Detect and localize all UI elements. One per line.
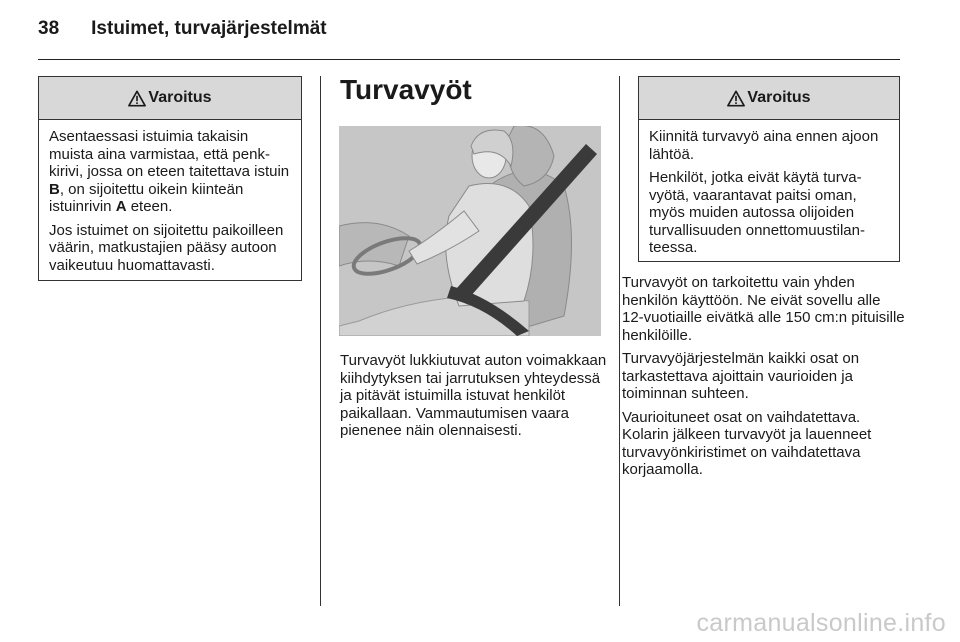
seatbelt-illustration	[339, 126, 601, 336]
right-paragraph-1: Turvavyöt on tarkoitettu vain yhden henkilön käyttöön. Ne eivät sovellu alle 12-vuotiaille eivätkä alle 150 cm:n pituisille henkilöille.	[622, 274, 905, 344]
warning-paragraph-2: Jos istuimet on sijoitettu paikoilleen väärin, matkustajien pääsy autoon vaikeutuu huomattavasti.	[49, 221, 284, 274]
text-run: eteen.	[126, 198, 173, 215]
warning-triangle-icon	[128, 90, 146, 107]
middle-paragraph: Turvavyöt lukkiutuvat auton voimakkaan kiihdytyksen tai jarrutuksen yhteydessä ja pitävät istuimilla istuvat henkilöt paikallaan. Vammautumisen vaara pienenee näin olennaisesti.	[340, 352, 607, 439]
page-number: 38	[38, 18, 60, 39]
column-divider-right	[619, 76, 620, 606]
right-text	[622, 274, 906, 485]
warning-heading: Varoitus	[148, 89, 212, 106]
warning-triangle-icon	[727, 90, 745, 107]
label-a: A	[115, 198, 127, 215]
watermark: carmanualsonline.info	[696, 609, 946, 637]
warning-body	[639, 120, 899, 269]
text-run: , on sijoitettu oikein kiinteän istuinrivin	[49, 180, 244, 215]
column-divider-left	[320, 76, 321, 606]
label-b: B	[49, 180, 60, 198]
warning-heading: Varoitus	[747, 89, 811, 106]
warning-header	[39, 77, 301, 120]
warning-header	[639, 77, 899, 120]
header-rule	[38, 59, 900, 60]
page-title: Istuimet, turvajärjestelmät	[91, 18, 327, 39]
warning-paragraph-1	[49, 128, 293, 216]
warning-paragraph-2: Henkilöt, jotka eivät käytä turvavyötä, vaarantavat paitsi oman, myös muiden autossa olijoiden turvallisuuden onnettomuustilanteessa.	[649, 169, 865, 256]
middle-text	[340, 352, 610, 446]
section-title: Turvavyöt	[340, 74, 472, 105]
warning-box-right	[638, 76, 900, 262]
right-paragraph-2: Turvavyöjärjestelmän kaikki osat on tarkastettava ajoittain vaurioiden ja toiminnan suhteen.	[622, 350, 860, 402]
page-header	[38, 18, 327, 40]
right-paragraph-3: Vaurioituneet osat on vaihdatettava. Kolarin jälkeen turvavyöt ja lauenneet turvavyönkiristimet on vaihdatettava korjaamolla.	[622, 408, 872, 478]
text-run: Asentaessasi istuimia takaisin muista aina varmistaa, että penkkirivi, jossa on eteen taitettava istuin	[49, 128, 290, 180]
warning-paragraph-1: Kiinnitä turvavyö aina ennen ajoon lähtöä.	[649, 128, 879, 163]
warning-box-left	[38, 76, 302, 281]
warning-body	[39, 120, 301, 286]
